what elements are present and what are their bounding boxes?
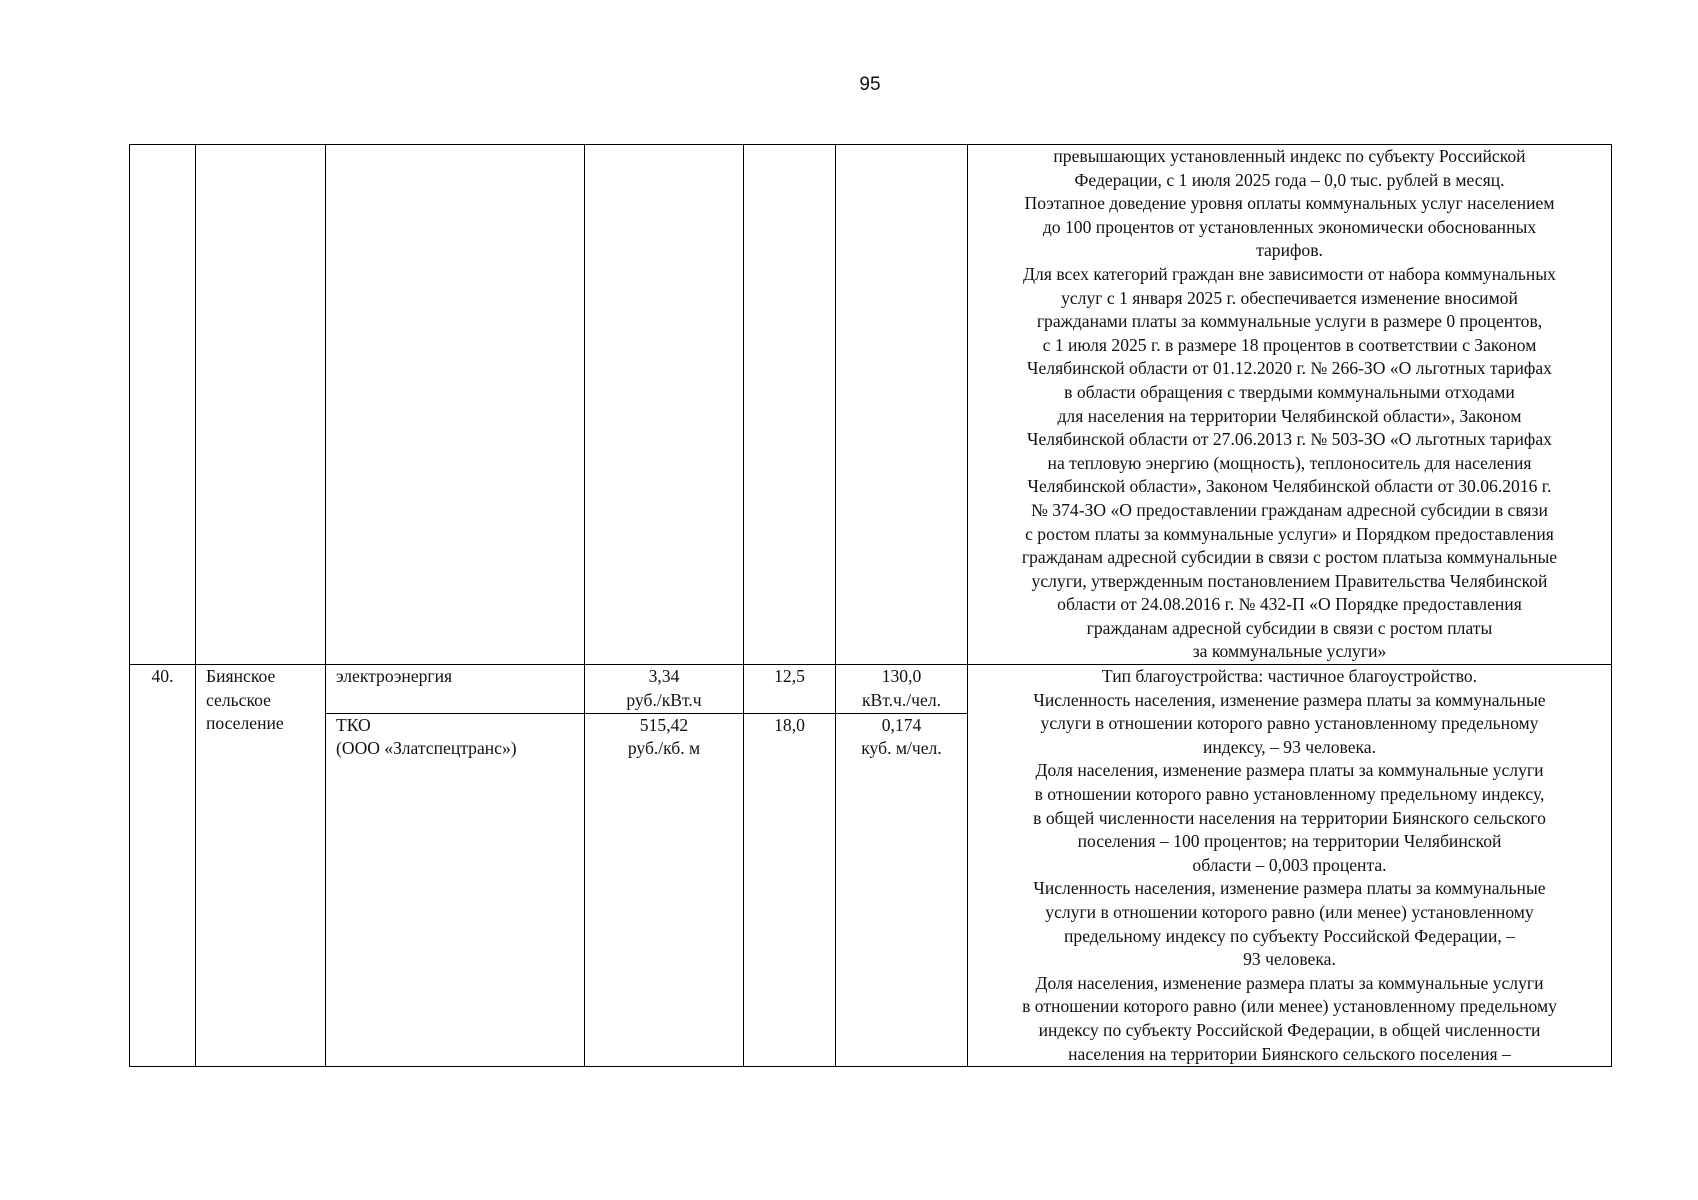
service-index: 18,0 <box>744 713 836 1067</box>
text-line: до 100 процентов от установленных экономически обоснованных <box>1042 216 1537 237</box>
cell-index <box>744 145 836 665</box>
text-line: услуг с 1 января 2025 г. обеспечивается изменение вносимой <box>1061 287 1518 308</box>
service-name-line: (ООО «Златспецтранс») <box>336 738 517 759</box>
text-line: Для всех категорий граждан вне зависимости от набора коммунальных <box>1023 263 1556 284</box>
text-line: поселения – 100 процентов; на территории Челябинской <box>1077 831 1502 852</box>
description-text <box>978 665 1601 1066</box>
text-line: № 374-ЗО «О предоставлении гражданам адресной субсидии в связи <box>1031 499 1548 520</box>
text-line: услуги, утвержденным постановлением Правительства Челябинской <box>1031 570 1548 591</box>
text-line: услуги в отношении которого равно установленному предельному <box>1040 713 1539 734</box>
text-line: с 1 июля 2025 г. в размере 18 процентов в соответствии с Законом <box>1042 334 1537 355</box>
tariff-value: 3,34 <box>648 666 680 687</box>
service-index: 12,5 <box>744 665 836 714</box>
service-name-line: ТКО <box>336 714 371 735</box>
service-tariff <box>585 665 744 714</box>
text-line: в отношении которого равно установленному предельному индексу, <box>1034 784 1545 805</box>
cell-description <box>968 145 1612 665</box>
municipality-name <box>196 665 326 1067</box>
text-line: индексу по субъекту Российской Федерации, в общей численности <box>1038 1019 1541 1040</box>
text-line: превышающих установленный индекс по субъекту Российской <box>1053 146 1526 166</box>
cell-service <box>326 145 585 665</box>
text-line: Челябинской области от 01.12.2020 г. № 266-ЗО «О льготных тарифах <box>1027 358 1552 379</box>
text-line: Численность населения, изменение размера платы за коммунальные <box>1033 689 1546 710</box>
text-line: Поэтапное доведение уровня оплаты коммунальных услуг населением <box>1024 193 1555 214</box>
cell-norm <box>836 145 968 665</box>
text-line: индексу, – 93 человека. <box>1202 736 1377 757</box>
norm-value: 130,0 <box>881 666 922 687</box>
page-number: 95 <box>859 74 881 95</box>
text-line: услуги в отношении которого равно (или менее) установленному <box>1045 902 1534 922</box>
text-line: Доля населения, изменение размера платы за коммунальные услуги <box>1035 760 1544 781</box>
text-line: на тепловую энергию (мощность), теплоноситель для населения <box>1047 452 1532 473</box>
text-line: Тип благоустройства: частичное благоустройство. <box>1101 666 1478 687</box>
norm-unit: кВт.ч./чел. <box>861 689 942 710</box>
service-norm <box>836 665 968 714</box>
text-line: предельному индексу по субъекту Российской Федерации, – <box>1064 925 1515 946</box>
text-line: гражданам адресной субсидии в связи с ростом платы <box>1086 617 1493 638</box>
cell-municipality <box>196 145 326 665</box>
service-norm <box>836 713 968 1067</box>
municipality-name-line: поселение <box>206 713 284 734</box>
text-line: Челябинской области от 27.06.2013 г. № 503-ЗО «О льготных тарифах <box>1027 429 1552 450</box>
text-line: населения на территории Биянского сельского поселения – <box>1068 1043 1511 1064</box>
text-line: Доля населения, изменение размера платы за коммунальные услуги <box>1035 972 1544 993</box>
service-name <box>326 713 585 1067</box>
service-name <box>326 665 585 714</box>
tariff-unit: руб./кВт.ч <box>626 689 702 710</box>
municipality-name-line: сельское <box>206 689 271 710</box>
text-line: в области обращения с твердыми коммунальными отходами <box>1064 381 1515 402</box>
norm-value: 0,174 <box>881 714 922 735</box>
table-row-continuation <box>130 145 1612 665</box>
table-row-40-electricity <box>130 665 1612 714</box>
cell-tariff <box>585 145 744 665</box>
text-line: Федерации, с 1 июля 2025 года – 0,0 тыс. рублей в месяц. <box>1074 169 1505 190</box>
tariff-value: 515,42 <box>639 714 689 735</box>
text-line: для населения на территории Челябинской области», Законом <box>1057 405 1522 426</box>
text-line: в отношении которого равно (или менее) установленному предельному <box>1022 996 1557 1017</box>
cell-number <box>130 145 196 665</box>
tariff-unit: руб./кб. м <box>627 738 701 759</box>
service-tariff <box>585 713 744 1067</box>
text-line: за коммунальные услуги» <box>1192 641 1387 662</box>
text-line: 93 человека. <box>1243 949 1336 970</box>
text-line: гражданами платы за коммунальные услуги в размере 0 процентов, <box>1036 311 1543 332</box>
municipality-name-line: Биянское <box>206 666 276 687</box>
text-line: с ростом платы за коммунальные услуги» и Порядком предоставления <box>1025 523 1554 544</box>
text-line: Численность населения, изменение размера платы за коммунальные <box>1033 878 1546 899</box>
row-40-description <box>968 665 1612 1067</box>
row-number: 40. <box>130 665 196 1067</box>
text-line: области – 0,003 процента. <box>1192 854 1387 875</box>
text-line: в общей численности населения на территории Биянского сельского <box>1033 807 1546 828</box>
tariff-table <box>129 144 1612 1067</box>
text-line: области от 24.08.2016 г. № 432-П «О Порядке предоставления <box>1057 594 1522 615</box>
text-line: Челябинской области», Законом Челябинской области от 30.06.2016 г. <box>1027 476 1552 497</box>
service-name-line: электроэнергия <box>336 666 453 687</box>
norm-unit: куб. м/чел. <box>861 738 942 759</box>
continuation-text <box>978 145 1601 664</box>
text-line: тарифов. <box>1256 240 1323 261</box>
text-line: гражданам адресной субсидии в связи с ростом платыза коммунальные <box>1021 547 1558 568</box>
